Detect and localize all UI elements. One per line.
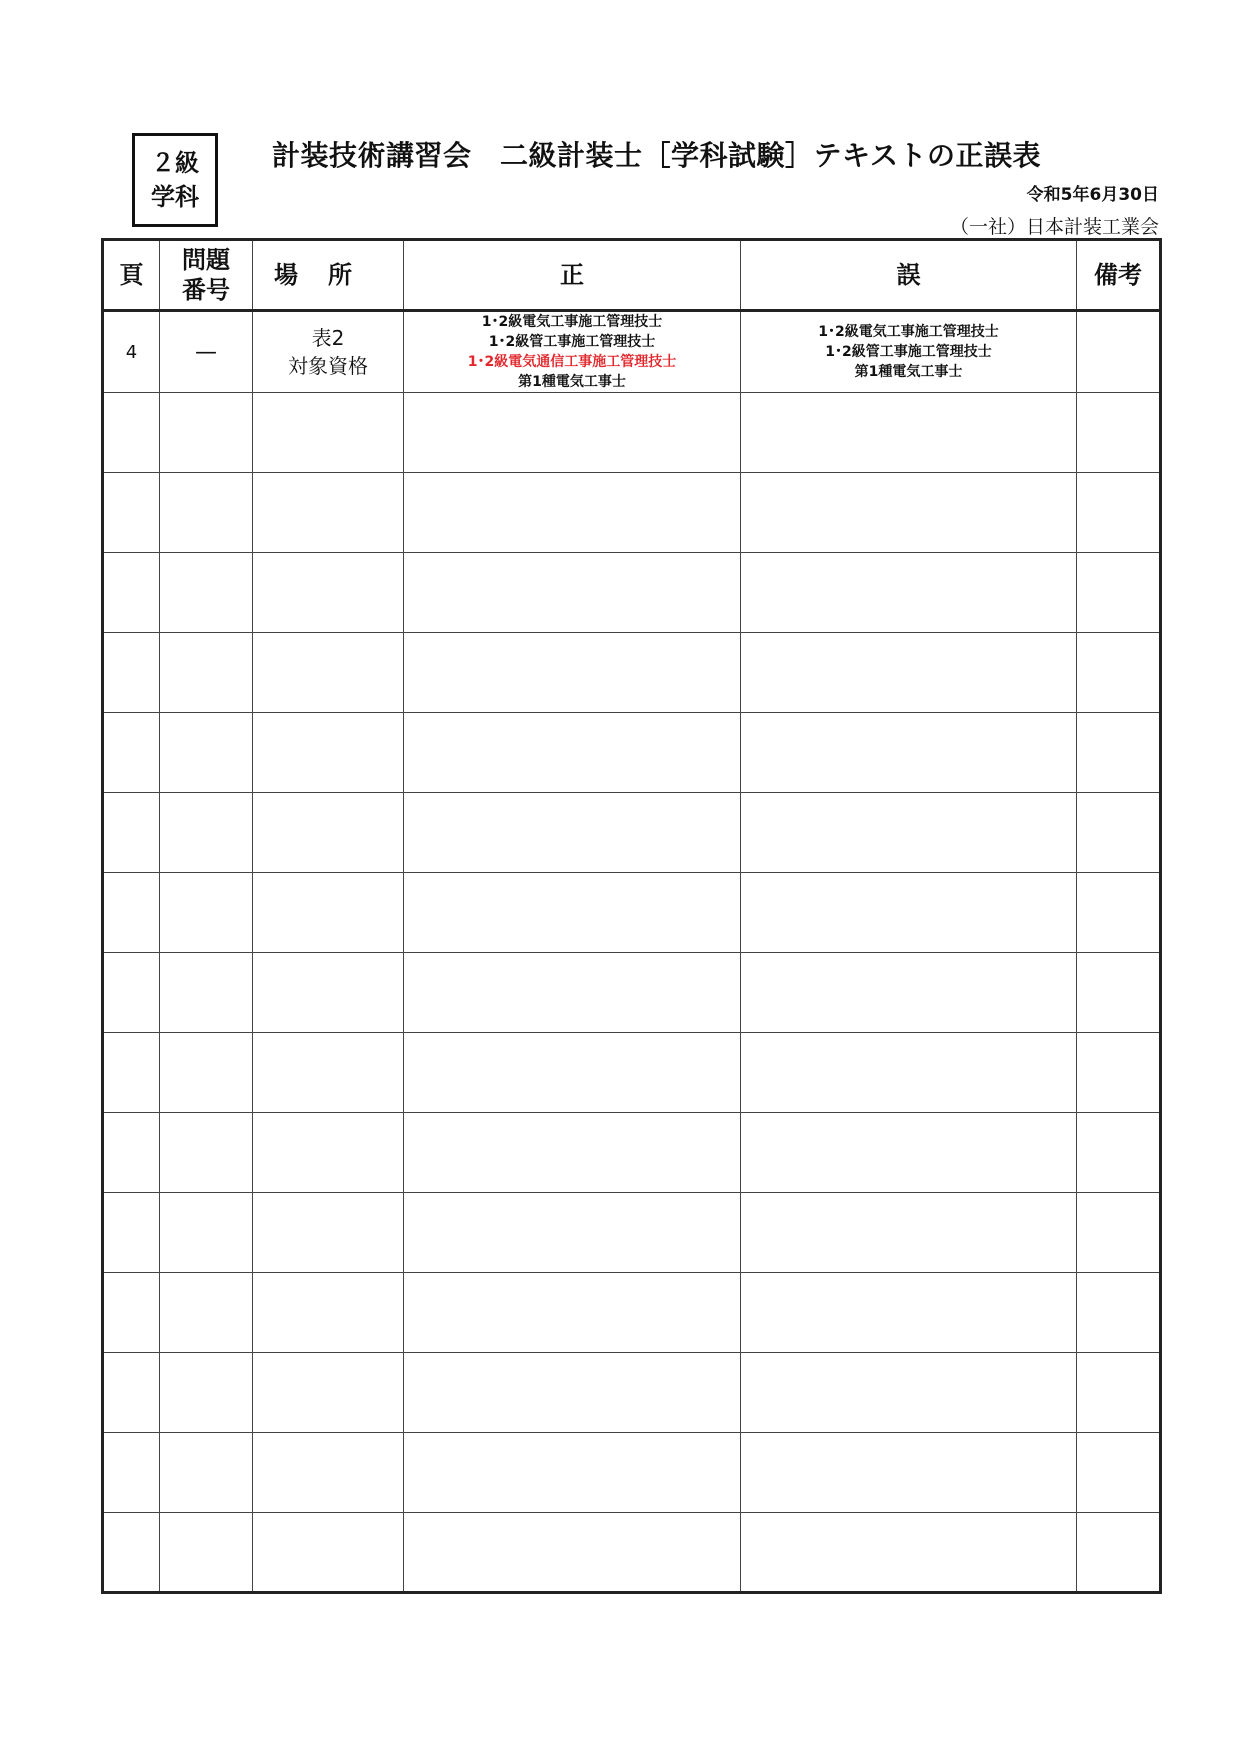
cell-correct (404, 311, 741, 393)
cell-wrong (741, 1113, 1077, 1193)
cell-remarks (1077, 633, 1161, 713)
cell-location (253, 1353, 404, 1433)
cell-problem-number (160, 793, 253, 873)
column-header-remarks: 備考 (1077, 240, 1161, 311)
cell-location (253, 553, 404, 633)
cell-wrong (741, 793, 1077, 873)
cell-problem-number (160, 1033, 253, 1113)
column-header-correct: 正 (404, 240, 741, 311)
cell-correct (404, 1353, 741, 1433)
cell-wrong (741, 953, 1077, 1033)
cell-remarks (1077, 553, 1161, 633)
level-badge (132, 133, 218, 227)
cell-page (103, 953, 160, 1033)
cell-wrong (741, 1433, 1077, 1513)
cell-correct (404, 1113, 741, 1193)
cell-page (103, 1433, 160, 1513)
cell-correct (404, 393, 741, 473)
cell-location (253, 311, 404, 393)
cell-page (103, 1513, 160, 1593)
cell-location (253, 873, 404, 953)
cell-page (103, 1353, 160, 1433)
document-title: 計装技術講習会 二級計装士［学科試験］テキストの正誤表 (272, 139, 1041, 172)
cell-correct (404, 873, 741, 953)
cell-correct (404, 1273, 741, 1353)
cell-problem-number: — (160, 311, 253, 393)
cell-remarks (1077, 873, 1161, 953)
cell-remarks (1077, 311, 1161, 393)
cell-page (103, 873, 160, 953)
cell-page (103, 713, 160, 793)
column-header-problem-line2: 番号 (182, 276, 230, 304)
correct-line: 1･2級管工事施工管理技士 (488, 334, 656, 350)
cell-remarks (1077, 393, 1161, 473)
cell-problem-number (160, 553, 253, 633)
cell-location (253, 793, 404, 873)
cell-correct (404, 1193, 741, 1273)
cell-remarks (1077, 1193, 1161, 1273)
cell-wrong (741, 1193, 1077, 1273)
cell-location (253, 1433, 404, 1513)
column-header-wrong: 誤 (741, 240, 1077, 311)
cell-location (253, 393, 404, 473)
cell-problem-number (160, 1113, 253, 1193)
table-row-empty (103, 873, 1161, 953)
cell-correct (404, 633, 741, 713)
table-row-empty (103, 1033, 1161, 1113)
cell-location (253, 1273, 404, 1353)
cell-wrong (741, 553, 1077, 633)
issuing-organization: （一社）日本計装工業会 (949, 216, 1159, 238)
table-row-empty (103, 1273, 1161, 1353)
table-row-empty (103, 1513, 1161, 1593)
correct-line-added: 1･2級電気通信工事施工管理技士 (467, 354, 677, 370)
table-row-empty (103, 1433, 1161, 1513)
cell-page (103, 793, 160, 873)
correct-line: 1･2級電気工事施工管理技士 (481, 314, 663, 330)
cell-wrong (741, 1353, 1077, 1433)
cell-problem-number (160, 1273, 253, 1353)
cell-correct (404, 553, 741, 633)
cell-location (253, 473, 404, 553)
cell-correct (404, 713, 741, 793)
table-row-empty (103, 633, 1161, 713)
cell-wrong (741, 873, 1077, 953)
cell-wrong (741, 1033, 1077, 1113)
cell-location-line1: 表2 (311, 326, 345, 350)
wrong-line: 1･2級管工事施工管理技士 (825, 344, 992, 360)
cell-page (103, 1273, 160, 1353)
cell-page (103, 473, 160, 553)
cell-page (103, 633, 160, 713)
cell-remarks (1077, 953, 1161, 1033)
cell-problem-number (160, 1193, 253, 1273)
level-badge-grade: ２級 (151, 149, 199, 177)
document-date: 令和5年6月30日 (1026, 185, 1159, 205)
cell-location (253, 1193, 404, 1273)
cell-page (103, 553, 160, 633)
cell-correct (404, 793, 741, 873)
wrong-line: 1･2級電気工事施工管理技士 (818, 324, 999, 340)
errata-table (101, 238, 1162, 1594)
cell-correct (404, 1433, 741, 1513)
cell-remarks (1077, 1513, 1161, 1593)
table-row-empty (103, 953, 1161, 1033)
cell-wrong (741, 1273, 1077, 1353)
table-row-empty (103, 473, 1161, 553)
cell-correct (404, 953, 741, 1033)
cell-location (253, 1033, 404, 1113)
cell-page: 4 (103, 311, 160, 393)
cell-wrong (741, 473, 1077, 553)
cell-wrong (741, 393, 1077, 473)
cell-problem-number (160, 873, 253, 953)
cell-page (103, 1033, 160, 1113)
cell-location (253, 633, 404, 713)
column-header-problem-line1: 問題 (182, 246, 230, 274)
cell-remarks (1077, 1033, 1161, 1113)
table-row-empty (103, 1193, 1161, 1273)
column-header-page: 頁 (103, 240, 160, 311)
cell-remarks (1077, 1273, 1161, 1353)
cell-wrong (741, 713, 1077, 793)
cell-problem-number (160, 1433, 253, 1513)
table-header-row (103, 240, 1161, 311)
cell-wrong (741, 311, 1077, 393)
cell-problem-number (160, 1513, 253, 1593)
cell-correct (404, 1513, 741, 1593)
column-header-problem-number (160, 240, 253, 311)
level-badge-subject: 学科 (151, 183, 199, 211)
table-row-empty (103, 393, 1161, 473)
cell-problem-number (160, 393, 253, 473)
table-row-empty (103, 713, 1161, 793)
column-header-location: 場所 (253, 240, 404, 311)
cell-problem-number (160, 713, 253, 793)
cell-problem-number (160, 1353, 253, 1433)
cell-remarks (1077, 793, 1161, 873)
cell-location-line2: 対象資格 (288, 354, 368, 378)
table-row-empty (103, 1113, 1161, 1193)
cell-location (253, 953, 404, 1033)
cell-remarks (1077, 1113, 1161, 1193)
cell-location (253, 1513, 404, 1593)
cell-page (103, 1113, 160, 1193)
cell-remarks (1077, 473, 1161, 553)
cell-location (253, 713, 404, 793)
correct-line: 第1種電気工事士 (518, 374, 626, 390)
cell-correct (404, 473, 741, 553)
cell-wrong (741, 1513, 1077, 1593)
table-row (103, 311, 1161, 393)
table-row-empty (103, 1353, 1161, 1433)
cell-problem-number (160, 953, 253, 1033)
cell-remarks (1077, 1433, 1161, 1513)
table-row-empty (103, 793, 1161, 873)
cell-problem-number (160, 633, 253, 713)
cell-problem-number (160, 473, 253, 553)
table-row-empty (103, 553, 1161, 633)
cell-remarks (1077, 713, 1161, 793)
wrong-line: 第1種電気工事士 (854, 364, 963, 380)
cell-page (103, 1193, 160, 1273)
cell-correct (404, 1033, 741, 1113)
cell-wrong (741, 633, 1077, 713)
cell-location (253, 1113, 404, 1193)
cell-remarks (1077, 1353, 1161, 1433)
cell-page (103, 393, 160, 473)
